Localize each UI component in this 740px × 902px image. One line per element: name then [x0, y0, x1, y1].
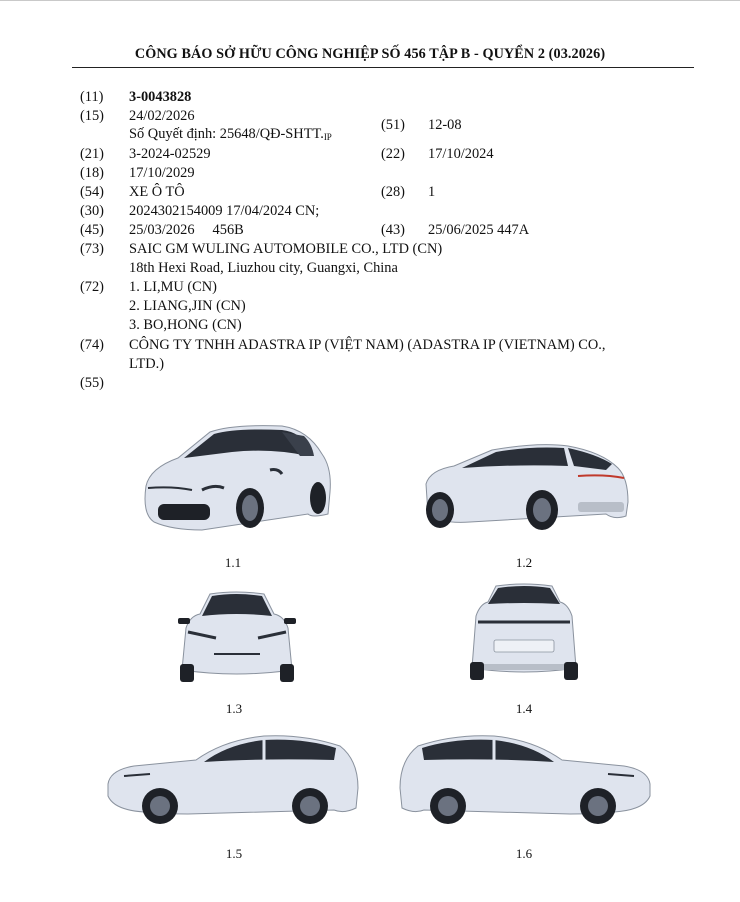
car-front-three-quarter-image: [132, 418, 338, 540]
earlier-publication: 25/06/2025 447A: [428, 222, 530, 238]
designer-2: 2. LIANG,JIN (CN): [129, 298, 246, 314]
field-code-72: (72): [80, 279, 104, 295]
figure-caption: 1.5: [225, 846, 243, 861]
figure-caption: 1.1: [224, 555, 242, 570]
field-code-45: (45): [80, 222, 104, 238]
publication-date: 25/03/2026 456B: [129, 222, 244, 238]
field-code-21: (21): [80, 146, 104, 162]
field-code-54: (54): [80, 184, 104, 200]
field-code-51: (51): [381, 117, 405, 133]
field-code-74: (74): [80, 337, 104, 353]
agent-name-continued: LTD.): [129, 356, 165, 372]
decision-number-text: Số Quyết định: 25648/QĐ-SHTT.: [129, 126, 324, 142]
field-code-11: (11): [80, 89, 104, 105]
owner-name: SAIC GM WULING AUTOMOBILE CO., LTD (CN): [129, 241, 443, 257]
header-divider: [72, 67, 694, 68]
application-number: 3-2024-02529: [129, 146, 211, 162]
decision-number: [129, 125, 332, 146]
field-code-18: (18): [80, 165, 104, 181]
field-code-43: (43): [381, 222, 405, 238]
design-count: 1: [428, 184, 436, 200]
field-code-30: (30): [80, 203, 104, 219]
expiry-date: 17/10/2029: [129, 165, 195, 181]
page-title: CÔNG BÁO SỞ HỮU CÔNG NGHIỆP SỐ 456 TẬP B - QUYỂN 2 (03.2026): [134, 46, 606, 62]
figure-caption: 1.2: [515, 555, 533, 570]
filing-date: 17/10/2024: [428, 146, 494, 162]
locarno-class: 12-08: [428, 117, 462, 133]
decision-number-suffix: IP: [323, 132, 332, 142]
field-code-28: (28): [381, 184, 405, 200]
car-left-side-view-image: [104, 730, 362, 830]
designer-1: 1. LI,MU (CN): [129, 279, 217, 295]
field-code-15: (15): [80, 108, 104, 124]
agent-name: CÔNG TY TNHH ADASTRA IP (VIỆT NAM) (ADASTRA IP (VIETNAM) CO.,: [129, 337, 606, 353]
car-right-side-view-image: [396, 730, 654, 830]
figure-caption: 1.6: [515, 846, 533, 861]
car-front-view-image: [176, 588, 298, 688]
figure-caption: 1.3: [225, 701, 243, 716]
car-rear-view-image: [464, 582, 584, 686]
field-code-73: (73): [80, 241, 104, 257]
priority-data: 2024302154009 17/04/2024 CN;: [129, 203, 320, 219]
top-border: [0, 0, 740, 1]
designer-3: 3. BO,HONG (CN): [129, 317, 242, 333]
grant-date: 24/02/2026: [129, 108, 195, 124]
field-code-55: (55): [80, 375, 104, 391]
certificate-number: 3-0043828: [129, 89, 192, 105]
figure-caption: 1.4: [515, 701, 533, 716]
field-code-22: (22): [381, 146, 405, 162]
owner-address: 18th Hexi Road, Liuzhou city, Guangxi, China: [129, 260, 398, 276]
car-rear-three-quarter-image: [418, 440, 632, 532]
design-title: XE Ô TÔ: [129, 184, 185, 200]
